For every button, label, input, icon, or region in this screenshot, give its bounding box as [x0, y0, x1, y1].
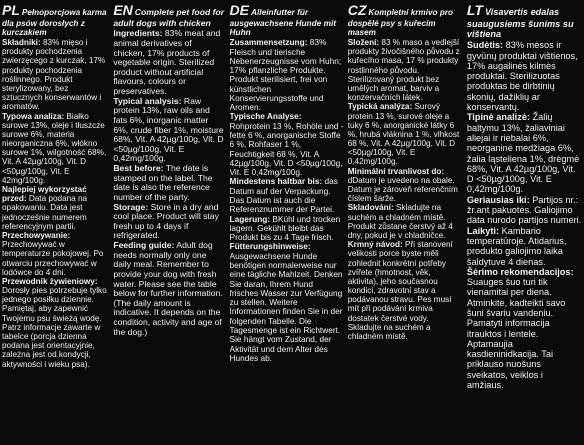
block-label: Typische Analyse:: [229, 111, 302, 122]
block-label: Geriausias iki:: [466, 194, 530, 205]
block-text: Kambario temperatūroje. Atidarius, produkto galiojimo laika šaldytuve 4 dienas.: [466, 225, 567, 267]
block-label: Laikyti:: [466, 225, 500, 236]
column-en: [113, 3, 225, 442]
block-text: Store in a dry and cool place. Product will stay fresh up to 4 days if refrigerated.: [113, 201, 219, 241]
feeding-block: [2, 277, 109, 369]
product-title: Complete pet food for adult dogs with chicken: [113, 7, 225, 28]
analysis-block: [467, 112, 582, 194]
block-text: BKühl und trocken lagern. Gekühlt bleibt das Produkt bis zu 4 Tage frisch.: [229, 213, 341, 243]
best-before-block: [113, 164, 225, 203]
block-text: Surový protein 13 %, surové oleje a tuky 6 %, anorganické látky 6 %, hrubá vláknina 1 %, vlhkost 68 %, Vit. A 42µg/100g, Vit. D <50µg/100g, Vit. E 0,42mg/100g.: [347, 102, 460, 167]
block-label: Typická analýza:: [347, 102, 413, 112]
block-label: Składniki:: [2, 38, 41, 48]
block-text: Při stanovení velikosti porce byste měli zohlednit konkrétní potřeby zvířete (hmotnost, věk, aktivita), jeho současnou kondici, zdravotní stav a podávanou stravu. Pes musí mít při podávání krmiva dostatek čerstvé vody. Skladujte na suchém a chladném místě.: [347, 240, 453, 342]
ingredients-block: [2, 38, 109, 112]
feeding-block: [348, 240, 463, 341]
best-before-block: [467, 195, 582, 226]
storage-block: [467, 226, 582, 267]
column-lt: [467, 3, 582, 442]
block-label: Sudėtis:: [466, 40, 504, 51]
block-text: 83% Fleisch und tierische Nebenerzeugnisse vom Huhn; 17% pflanzliche Produkte. Produkt sterilisiert, frei von künstlichen Konservierungsstoffe und Aromen.: [229, 37, 342, 113]
block-text: Žalių baltymu 13%, žaliaviniai aliejai ir riebalai 6%, neorganinė medžiaga 6%, žalia ląsteliena 1%, drėgmė 68%, Vit. A 42µg/100g, Vit. D <50µg/100g, Vit. E 0,42mg/100g.: [466, 112, 580, 195]
block-text: Rohprotein 13 %, Rohöle und -fette 6 %, anorganische Stoffe 6 %, Rohfaser 1 %, Feuchtigkeit 68 %, Vit. A 42µg/100g, Vit. D <50µg/100g, Vit. E 0,42mg/100g.: [229, 120, 344, 178]
column-heading: [467, 3, 582, 39]
language-code: PL: [2, 3, 20, 18]
block-text: 83 % maso a vedlejší produkty živočišného původu z kuřecího masa, 17 % produkty rostlinného původu. Sterilizovaný produkt bez umělých aromat, barviv a konzervačních látek.: [347, 38, 460, 103]
language-code: EN: [113, 3, 133, 18]
block-label: Krmný návod:: [347, 240, 403, 250]
language-code: LT: [466, 3, 483, 18]
block-text: Data podana na opakowaniu. Data jest jednocześnie numerem referencyjnym partii.: [2, 194, 88, 231]
block-text: 83% mięso i produkty pochodzenia zwierzęcego z kurczak, 17% produkty pochodzenia roślinnego. Produkt sterylizowany, bez sztucznych konserwantów i aromatów.: [2, 38, 106, 112]
block-label: Feeding guide:: [113, 240, 175, 251]
best-before-block: [348, 167, 463, 204]
analysis-block: [113, 97, 225, 164]
product-title: Kompletní krmivo pro dospělé psy s kuřecím masem: [347, 8, 454, 37]
product-title: Visavertis edalas suaugusiems šunims su vištiena: [466, 7, 574, 39]
block-label: Skladování:: [347, 203, 394, 213]
block-text: 83% mėsos ir gyvūnų produktai vištienos, 17% augalinės kilmės produktai. Sterilizuotas produktas be dirbtinių skonių, dažiklių ar konservantų.: [466, 40, 578, 113]
block-label: Ingredients:: [113, 28, 163, 39]
block-text: Ausgewachsene Hunde benötigen normalerweise nur eine tägliche Mahlzeit. Denken Sie daran, Ihrem Hund frisches Wasser zur Verfügung zu stellen. Weitere Informationen finden Sie in der folgenden Tabelle. Die Tagesmenge ist ein Richtwert. Sie hängt vom Zustand, der Aktivität und dem Alter des Hundes ab.: [229, 250, 343, 363]
column-heading: [230, 3, 344, 37]
block-text: Dorosły pies potrzebuje tylko jednego posiłku dziennie. Pamiętaj, aby zapewnić Twojemu psu świeżą wodę. Patrz informacje zawarte w tabelce (porcja dzienna podana jest orientacyjnie, zależna jest od kondycji, aktywności i wieku psa).: [2, 286, 107, 369]
ingredients-block: [113, 29, 225, 96]
block-label: Zusammensetzung:: [229, 37, 308, 48]
ingredients-block: [467, 40, 582, 112]
block-label: Šėrimo rekomendacijos:: [466, 266, 574, 277]
block-label: Minimální trvanlivost do:: [347, 166, 445, 176]
language-code: DE: [229, 3, 249, 18]
column-cz: [348, 3, 463, 442]
block-label: Storage:: [113, 201, 149, 212]
block-label: Fütterungshinweise:: [229, 241, 311, 252]
ingredients-block: [230, 38, 344, 112]
best-before-block: [2, 185, 109, 231]
block-text: The date is stamped on the label. The date is also the reference number of the party.: [113, 163, 213, 202]
block-label: Best before:: [113, 163, 164, 174]
block-text: Przechowywać w temperaturze pokojowej. Po otwarciu przechowywać w lodówce do 4 dni.: [2, 240, 104, 277]
storage-block: [230, 215, 344, 243]
analysis-block: [2, 112, 109, 186]
block-label: Mindestens haltbar bis:: [229, 176, 323, 187]
storage-block: [113, 203, 225, 242]
block-text: Białko surowe 13%, oleje i tłuszcze surowe 6%, materia nieorganiczna 6%, włókno surowe 1%, wilgotność 68%, Vit. A 42µg/100g, Vit. D <50µg/100g, Vit. E 42mg/100g.: [2, 111, 107, 185]
block-label: Typowa analiza:: [2, 111, 65, 121]
column-heading: [348, 3, 463, 37]
storage-block: [348, 203, 463, 240]
analysis-block: [348, 102, 463, 166]
product-title: Pełnoporcjowa karma dla psów dorosłych z kurczakiem: [2, 8, 107, 37]
storage-block: [2, 231, 109, 277]
best-before-block: [230, 177, 344, 214]
feeding-block: [467, 267, 582, 391]
block-label: Složení:: [347, 38, 380, 48]
block-label: Najlepiej wykorzystać przed:: [2, 185, 87, 204]
column-de: [230, 3, 344, 442]
column-heading: [113, 3, 225, 28]
block-text: dDatum je uvedeno na obale. Datum je zároveň referenčním číslem šarže.: [347, 175, 458, 204]
block-label: Typical analysis:: [113, 95, 182, 106]
feeding-block: [230, 242, 344, 363]
block-text: Partijos nr.: žr.ant pakuotės. Galiojimo data nurodo partijos numeri.: [466, 194, 582, 226]
block-label: Przechowywanie:: [2, 230, 71, 240]
block-label: Lagerung:: [229, 213, 271, 224]
analysis-block: [230, 112, 344, 177]
feeding-block: [113, 241, 225, 337]
language-code: CZ: [347, 3, 367, 18]
block-text: Raw protein 13%, raw oils and fats 6%, inorganic matter 6%, crude fiber 1%, moisture 68%, Vit. A 42µg/100g, Vit. D <50µg/100g, Vit. E 0,42mg/100g.: [113, 95, 224, 164]
block-text: Skladujte na suchém a chladném místě. Produkt zůstane čerstvý až 4 dny, pokud je v chladničce.: [347, 203, 453, 240]
block-label: Przewodnik żywieniowy:: [2, 276, 98, 286]
block-text: Suauges šuo turi tik vienamitai per diena. Atminkite, kadteikti savo šuni švariu vandeniu. Pamatyti informacija itrauktos i lentele. Aptamaujia kasdieninidkacija. Tai priklauso nuošuns sveikatos, veiklos i amžiaus.: [466, 277, 566, 391]
product-title: Alleinfutter für ausgewachsene Hunde mit Huhn: [229, 7, 337, 37]
column-pl: [2, 3, 109, 442]
column-heading: [2, 3, 109, 37]
block-text: 83% meat and animal derivatives of chicken, 17% products of vegetable origin. Sterilized product without artificial flavours, colours or preservatives.: [113, 28, 221, 97]
block-text: das Datum auf der Verpackung. Das Datum ist auch die Referenznummer der Partei.: [229, 176, 338, 215]
block-label: Tipinė analizė:: [466, 112, 530, 123]
ingredients-block: [348, 38, 463, 102]
block-text: Adult dog needs normally only one daily meal. Remember to provide your dog with fresh water. Please see the table below for further information. (The daily amount is indicative. It depends on the condition, activity and age of the dog.): [113, 240, 223, 337]
